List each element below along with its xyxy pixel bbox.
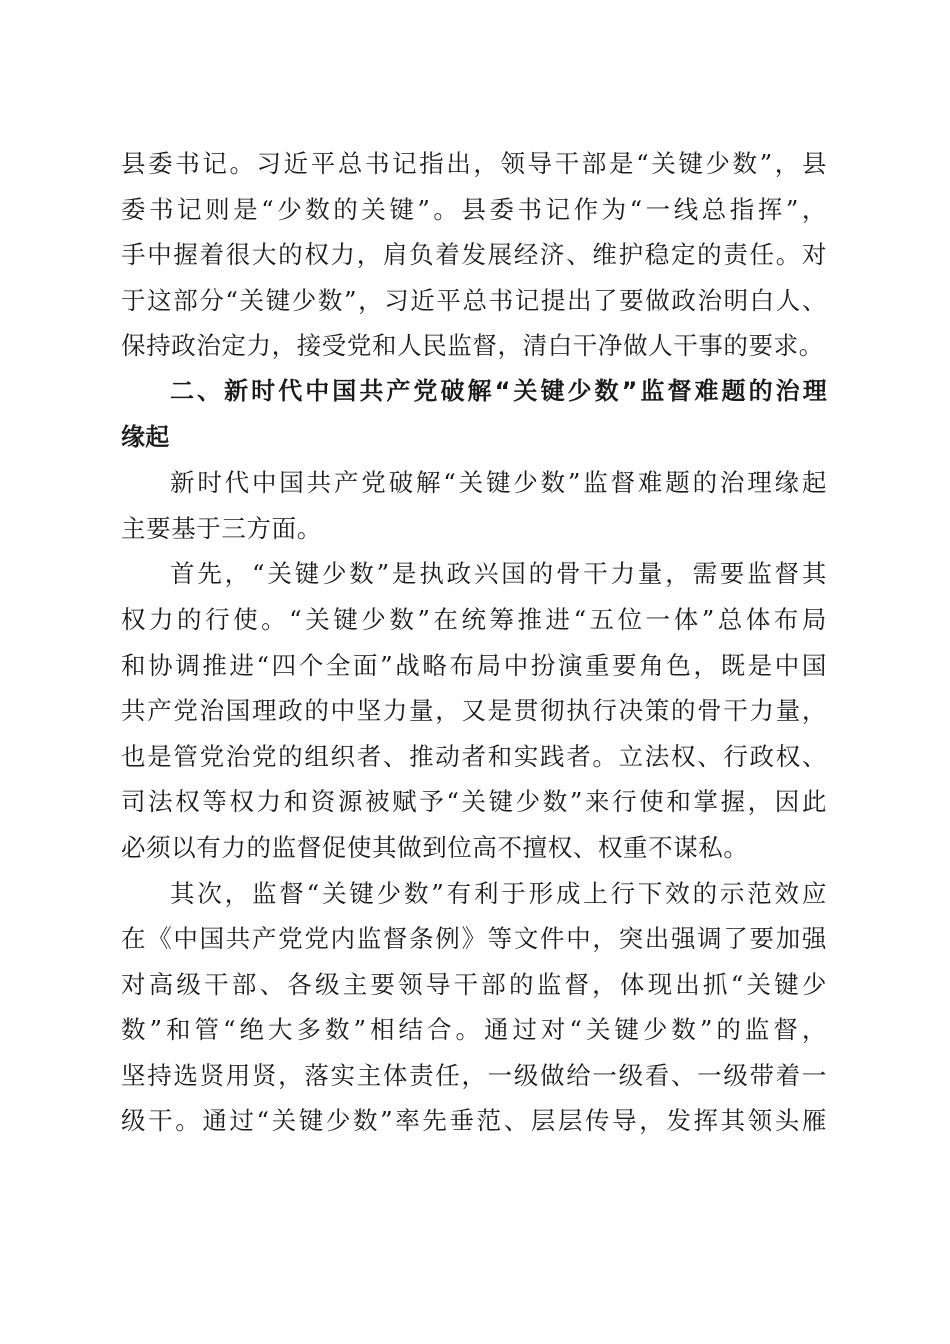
paragraph-line: 委书记则是“少数的关键”。县委书记作为“一线总指挥”， bbox=[121, 194, 827, 224]
paragraph-line: 级干。通过“关键少数”率先垂范、层层传导，发挥其领头雁 bbox=[121, 1106, 827, 1136]
paragraph-line: 数”和管“绝大多数”相结合。通过对“关键少数”的监督， bbox=[121, 1015, 827, 1045]
document-body bbox=[121, 141, 827, 1144]
paragraph-line: 其次，监督“关键少数”有利于形成上行下效的示范效应 bbox=[170, 878, 827, 908]
paragraph-line: 共产党治国理政的中坚力量，又是贯彻执行决策的骨干力量， bbox=[121, 696, 827, 726]
paragraph-line: 对高级干部、各级主要领导干部的监督，体现出抓“关键少 bbox=[121, 969, 827, 999]
section-heading: 缘起 bbox=[121, 422, 170, 451]
paragraph-line: 手中握着很大的权力，肩负着发展经济、维护稳定的责任。对 bbox=[121, 240, 827, 270]
paragraph-line: 坚持选贤用贤，落实主体责任，一级做给一级看、一级带着一 bbox=[121, 1060, 827, 1090]
paragraph-line: 司法权等权力和资源被赋予“关键少数”来行使和掌握，因此 bbox=[121, 787, 827, 817]
paragraph-line: 于这部分“关键少数”，习近平总书记提出了要做政治明白人、 bbox=[121, 285, 827, 315]
paragraph-line: 和协调推进“四个全面”战略布局中扮演重要角色，既是中国 bbox=[121, 650, 827, 680]
paragraph-line: 新时代中国共产党破解“关键少数”监督难题的治理缘起 bbox=[170, 468, 827, 498]
paragraph-line: 权力的行使。“关键少数”在统筹推进“五位一体”总体布局 bbox=[121, 604, 827, 634]
paragraph-line: 县委书记。习近平总书记指出，领导干部是“关键少数”，县 bbox=[121, 149, 827, 178]
paragraph-line: 在《中国共产党党内监督条例》等文件中，突出强调了要加强 bbox=[121, 924, 827, 954]
paragraph-line: 保持政治定力，接受党和人民监督，清白干净做人干事的要求。 bbox=[121, 331, 824, 361]
paragraph-line: 主要基于三方面。 bbox=[121, 513, 322, 543]
paragraph-line: 也是管党治党的组织者、推动者和实践者。立法权、行政权、 bbox=[121, 741, 827, 771]
section-heading: 二、新时代中国共产党破解“关键少数”监督难题的治理 bbox=[170, 376, 827, 405]
paragraph-line: 首先，“关键少数”是执政兴国的骨干力量，需要监督其 bbox=[170, 559, 827, 589]
paragraph-line: 必须以有力的监督促使其做到位高不擅权、权重不谋私。 bbox=[121, 832, 749, 862]
